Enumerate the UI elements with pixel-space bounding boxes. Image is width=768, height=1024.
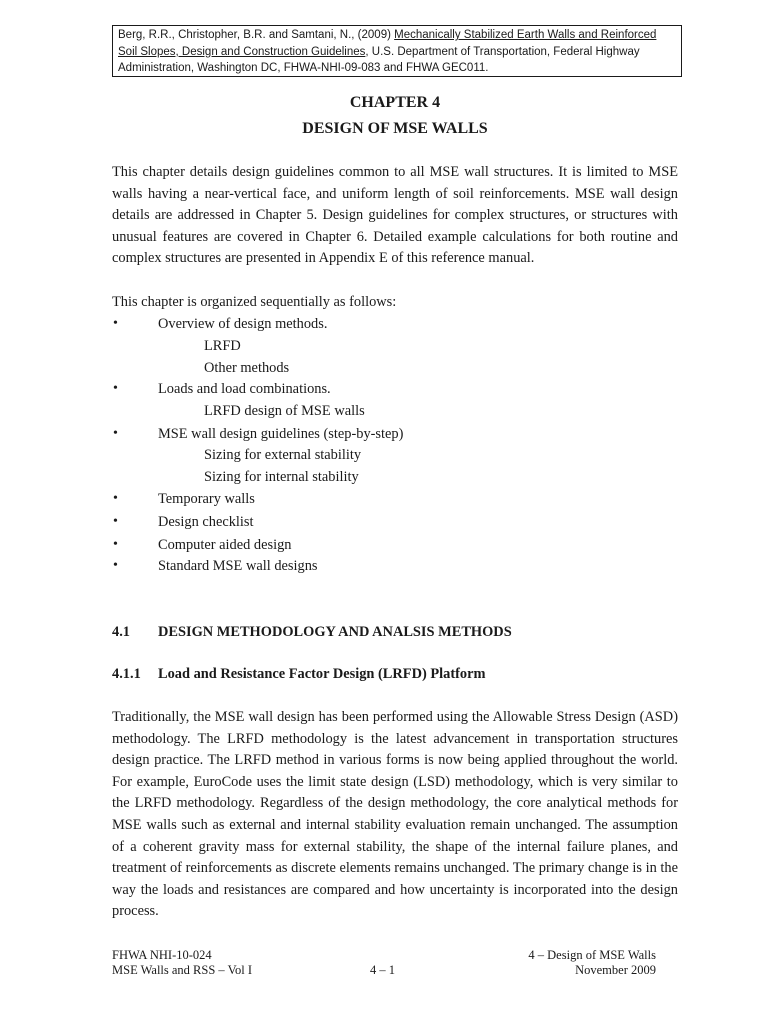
bullet-icon: • bbox=[113, 491, 118, 506]
body-paragraph: Traditionally, the MSE wall design has been performed using the Allowable Stress Design (ASD) methodology. The LRFD methodology is the latest advancement in transportation structures design practice. The LRFD method in various forms is now being applied throughout the world. For example, EuroCode uses the limit state design (LSD) methodology, which is very similar to the LRFD methodology. Regardless of the design methodology, the core analytical methods for MSE walls such as external and internal stability evaluation remain unchanged. The assumption of a coherent gravity mass for external stability, the shape of the internal failure planes, and treatment of reinforcements as discrete elements remains unchanged. The primary change is in the way the loads and resistances are compared and how uncertainty is incorporated into the design process. bbox=[112, 709, 678, 920]
outline-subitem: Sizing for internal stability bbox=[204, 469, 359, 485]
citation-authors: Berg, R.R., Christopher, B.R. and Samtani, N., (2009) bbox=[118, 29, 395, 41]
bullet-icon: • bbox=[113, 381, 118, 396]
footer-chapter: 4 – Design of MSE Walls bbox=[528, 948, 656, 962]
page-number: 4 – 1 bbox=[370, 963, 395, 977]
outline-item: Temporary walls bbox=[158, 491, 255, 507]
outline-subitem: Other methods bbox=[204, 360, 290, 376]
outline-subitem: Sizing for external stability bbox=[204, 447, 362, 463]
chapter-title: DESIGN OF MSE WALLS bbox=[302, 120, 488, 137]
outline-intro: This chapter is organized sequentially as follows: bbox=[112, 294, 397, 310]
outline-subitem: LRFD design of MSE walls bbox=[204, 403, 365, 419]
bullet-icon: • bbox=[113, 514, 118, 529]
section-number: 4.1 bbox=[112, 624, 130, 640]
chapter-number: CHAPTER 4 bbox=[349, 94, 441, 111]
bullet-icon: • bbox=[113, 426, 118, 441]
outline-item: Design checklist bbox=[158, 514, 254, 530]
outline-item: Overview of design methods. bbox=[158, 316, 328, 332]
footer-volume: MSE Walls and RSS – Vol I bbox=[112, 963, 252, 977]
outline-item: Loads and load combinations. bbox=[158, 381, 331, 397]
outline-item: Computer aided design bbox=[158, 537, 292, 553]
bullet-icon: • bbox=[113, 316, 118, 331]
citation-box bbox=[112, 25, 682, 77]
subsection-number: 4.1.1 bbox=[112, 666, 141, 682]
bullet-icon: • bbox=[113, 537, 118, 552]
outline-item: Standard MSE wall designs bbox=[158, 558, 318, 574]
footer-doc-number: FHWA NHI-10-024 bbox=[112, 948, 212, 962]
outline-item: MSE wall design guidelines (step-by-step) bbox=[158, 426, 404, 442]
subsection-title: Load and Resistance Factor Design (LRFD) Platform bbox=[158, 666, 486, 682]
footer-date: November 2009 bbox=[575, 963, 656, 977]
outline-subitem: LRFD bbox=[204, 338, 241, 354]
citation-publisher: , U.S. Department of Transportation, Federal Highway Administration, Washington DC, FHWA-NHI-09-083 and FHWA GEC011. bbox=[118, 45, 640, 74]
citation-title: Mechanically Stabilized Earth Walls and Reinforced Soil Slopes, Design and Construction Guidelines bbox=[118, 29, 657, 58]
intro-paragraph: This chapter details design guidelines common to all MSE wall structures. It is limited to MSE walls having a near-vertical face, and uniform length of soil reinforcements. MSE wall design details are addressed in Chapter 5. Design guidelines for complex structures, or structures with unusual features are covered in Chapter 6. Detailed example calculations for both routine and complex structures are presented in Appendix E of this reference manual. bbox=[112, 164, 678, 267]
section-title: DESIGN METHODOLOGY AND ANALSIS METHODS bbox=[158, 624, 512, 640]
bullet-icon: • bbox=[113, 558, 118, 573]
